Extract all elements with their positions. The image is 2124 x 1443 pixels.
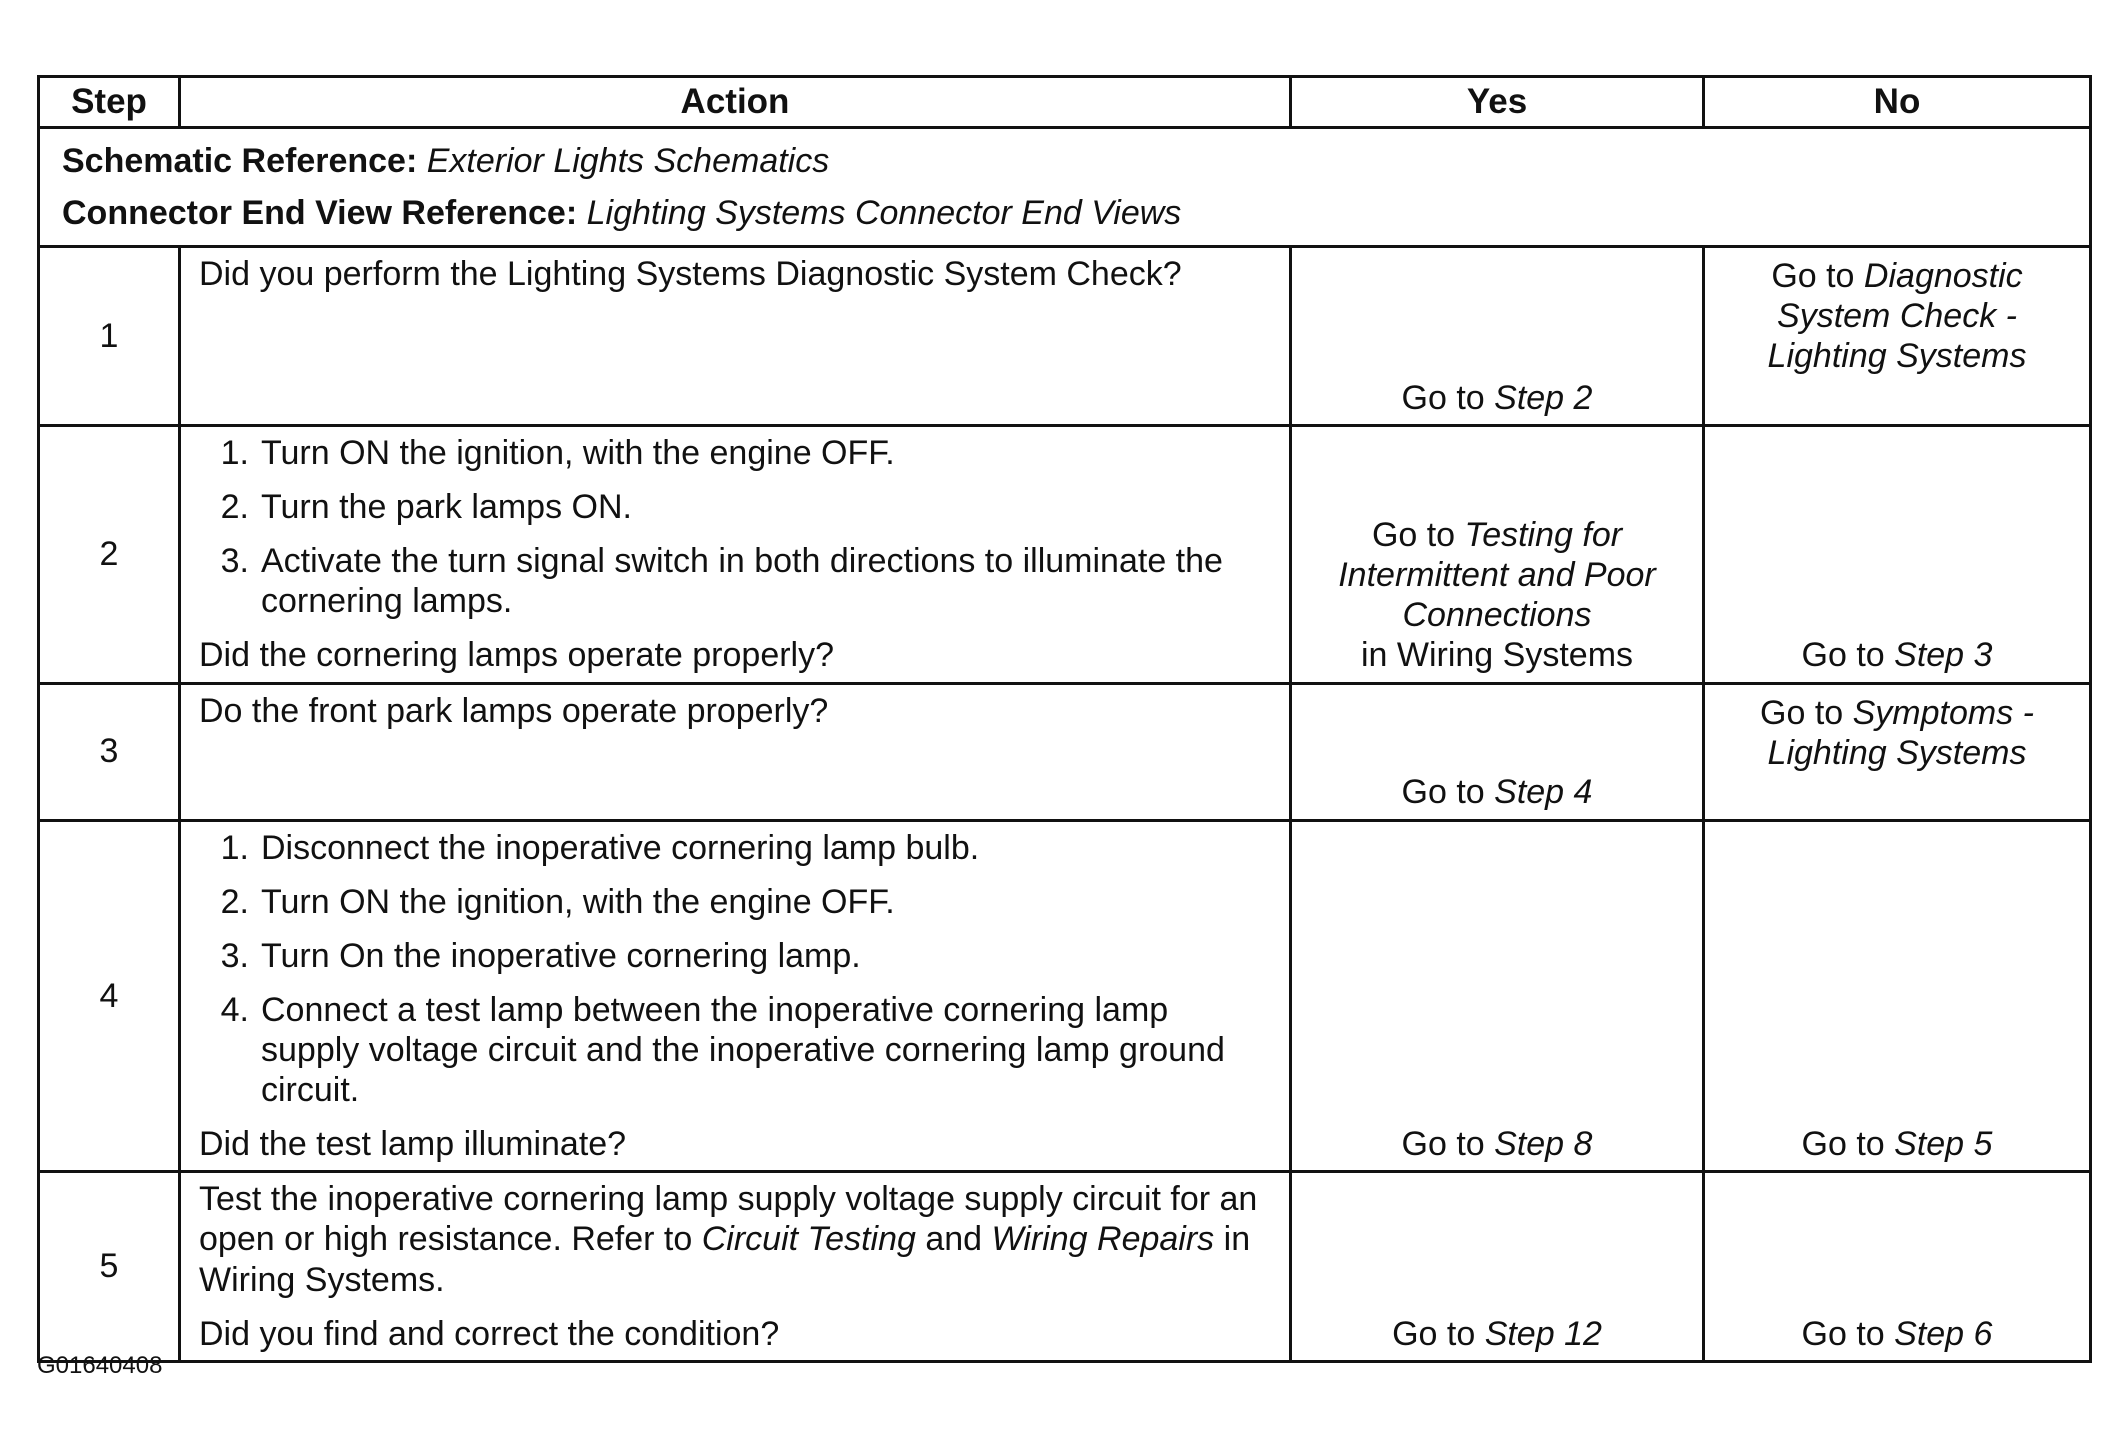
step-question: Do the front park lamps operate properly?: [199, 691, 829, 730]
step-question: Did you perform the Lighting Systems Diagnostic System Check?: [199, 255, 1182, 293]
circuit-testing-link[interactable]: Circuit Testing: [701, 1220, 916, 1259]
yes-prefix: Go to: [1401, 378, 1495, 417]
no-prefix: Go to: [1801, 636, 1895, 675]
yes-prefix: Go to: [1401, 1125, 1495, 1164]
no-prefix: Go to: [1760, 693, 1853, 732]
no-cell: [1704, 426, 2091, 684]
header-yes: Yes: [1291, 77, 1704, 128]
step-instructions: Test the inoperative cornering lamp supply voltage supply circuit for an open or high resistance. Refer to Circuit Testing and Wiring Repairs in Wiring Systems.: [199, 1180, 1258, 1299]
step-number: 3: [39, 683, 180, 820]
connector-reference-link[interactable]: Lighting Systems Connector End Views: [586, 194, 1182, 232]
table-row: [39, 820, 2091, 1172]
substep-list: [199, 828, 1267, 1111]
step-number: 4: [39, 820, 180, 1172]
figure-id: G01640408: [37, 1352, 163, 1379]
list-item: 3. Turn On the inoperative cornering lamp.: [220, 936, 861, 975]
connector-reference-label: Connector End View Reference:: [62, 194, 578, 232]
step-number: 2: [39, 426, 180, 684]
header-no: No: [1704, 77, 2091, 128]
action-cell: [180, 247, 1291, 426]
table-row: [39, 426, 2091, 684]
no-prefix: Go to: [1801, 1125, 1895, 1164]
header-action: Action: [180, 77, 1291, 128]
table-row: [39, 247, 2091, 426]
no-link[interactable]: Step 6: [1894, 1314, 1993, 1353]
yes-cell: [1291, 683, 1704, 820]
yes-cell: [1291, 1172, 1704, 1361]
yes-cell: [1291, 426, 1704, 684]
table-row: [39, 1172, 2091, 1361]
step-question: Did the cornering lamps operate properly?: [199, 636, 835, 675]
action-cell: [180, 820, 1291, 1172]
list-item: 2. Turn ON the ignition, with the engine OFF.: [220, 882, 895, 921]
no-cell: [1704, 1172, 2091, 1361]
yes-link[interactable]: Step 12: [1484, 1314, 1602, 1353]
diagnostic-table: [37, 75, 2092, 1363]
step-number: 1: [39, 247, 180, 426]
wiring-repairs-link[interactable]: Wiring Repairs: [991, 1220, 1215, 1259]
yes-prefix: Go to: [1401, 773, 1495, 812]
yes-cell: [1291, 820, 1704, 1172]
schematic-reference: [62, 135, 2067, 187]
step-question: Did you find and correct the condition?: [199, 1314, 780, 1353]
list-item: 4. Connect a test lamp between the inoperative cornering lamp supply voltage circuit and the inoperative cornering lamp ground circuit.: [220, 990, 1225, 1110]
no-prefix: Go to: [1801, 1314, 1895, 1353]
no-link[interactable]: Step 5: [1894, 1125, 1993, 1164]
table-header-row: [39, 77, 2091, 128]
yes-link[interactable]: Step 4: [1494, 773, 1593, 812]
connector-reference: [62, 187, 2067, 239]
substep-list: [199, 433, 1267, 621]
no-link[interactable]: Symptoms - Lighting Systems: [1767, 693, 2034, 772]
schematic-reference-link[interactable]: Exterior Lights Schematics: [426, 142, 830, 180]
schematic-reference-label: Schematic Reference:: [62, 142, 418, 180]
step-number: 5: [39, 1172, 180, 1361]
reference-row: [39, 128, 2091, 247]
action-cell: [180, 683, 1291, 820]
no-link[interactable]: Diagnostic System Check - Lighting Systems: [1767, 257, 2027, 376]
no-cell: [1704, 247, 2091, 426]
action-cell: [180, 426, 1291, 684]
header-step: Step: [39, 77, 180, 128]
yes-prefix: Go to: [1371, 516, 1465, 555]
step-question: Did the test lamp illuminate?: [199, 1125, 627, 1164]
table-row: [39, 683, 2091, 820]
no-cell: [1704, 820, 2091, 1172]
yes-prefix: Go to: [1392, 1314, 1485, 1353]
action-cell: [180, 1172, 1291, 1361]
no-cell: [1704, 683, 2091, 820]
list-item: 2. Turn the park lamps ON.: [220, 488, 632, 527]
no-link[interactable]: Step 3: [1894, 636, 1993, 675]
no-prefix: Go to: [1771, 257, 1864, 295]
reference-cell: [39, 128, 2091, 247]
list-item: 3. Activate the turn signal switch in both directions to illuminate the cornering lamps.: [220, 542, 1223, 621]
yes-suffix: in Wiring Systems: [1360, 636, 1634, 675]
yes-cell: [1291, 247, 1704, 426]
yes-link[interactable]: Step 2: [1494, 378, 1593, 417]
list-item: 1. Disconnect the inoperative cornering lamp bulb.: [220, 828, 980, 867]
yes-link[interactable]: Testing for Intermittent and Poor Connections: [1338, 516, 1656, 635]
list-item: 1. Turn ON the ignition, with the engine OFF.: [220, 434, 895, 472]
yes-link[interactable]: Step 8: [1494, 1125, 1593, 1164]
